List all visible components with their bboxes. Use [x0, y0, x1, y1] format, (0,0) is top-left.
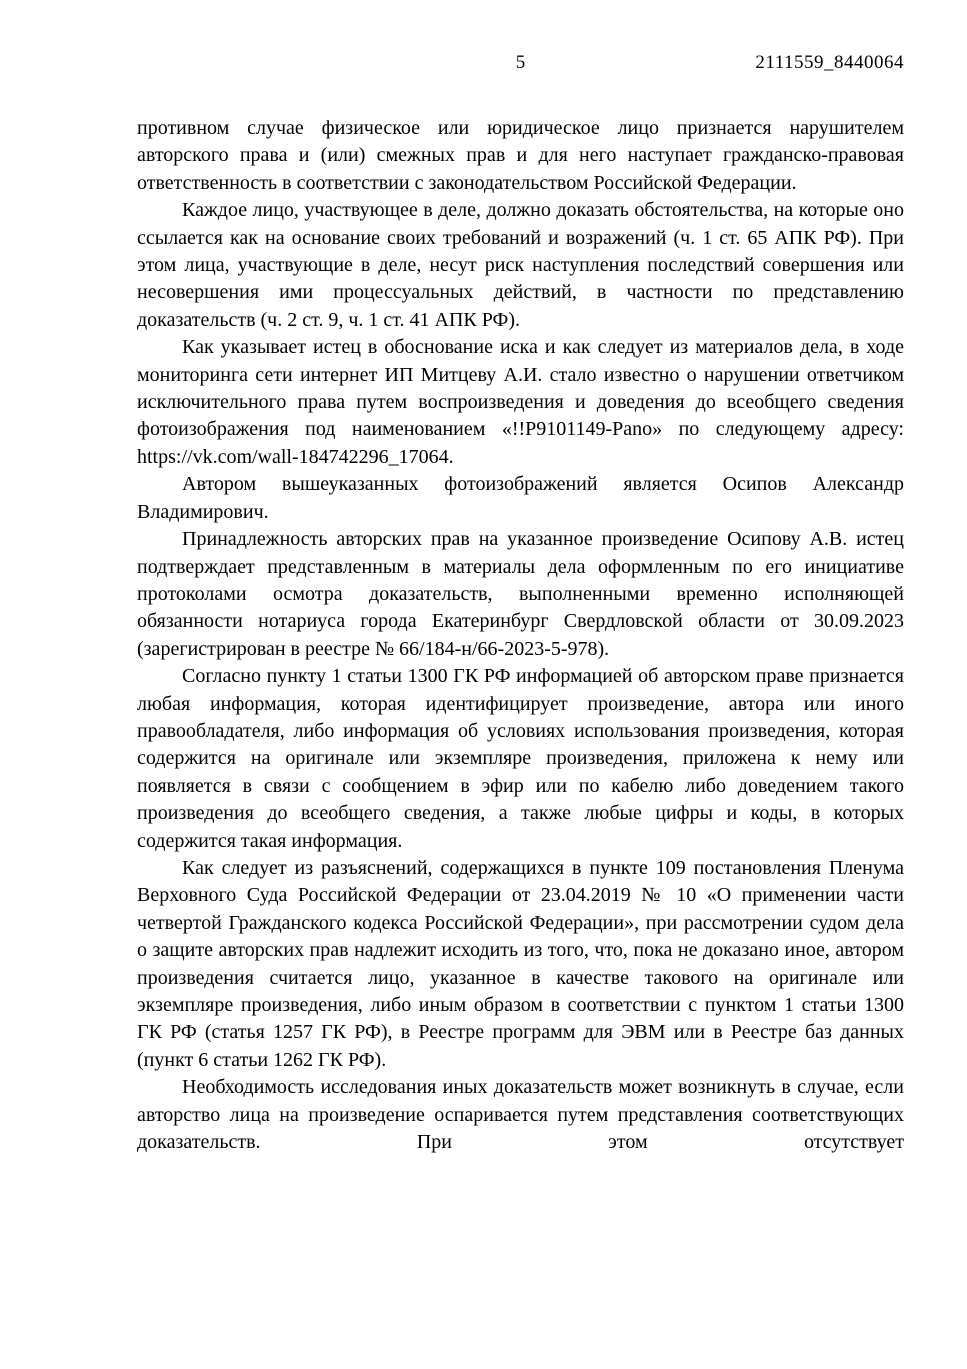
paragraph: Как указывает истец в обоснование иска и как следует из материалов дела, в ходе мониторинга сети интернет ИП Митцеву А.И. стало известно о нарушении ответчиком исключительного права путем воспроизведения и доведения до всеобщего сведения фотоизображения под наименованием «!!P9101149-Pano» по следующему адресу: https://vk.com/wall-184742296_17064. [137, 336, 904, 468]
paragraph: Согласно пункту 1 статьи 1300 ГК РФ информацией об авторском праве признается любая информация, которая идентифицирует произведение, автора или иного правообладателя, либо информация об условиях использования произведения, которая содержится на оригинале или экземпляре произведения, приложена к нему или появляется в связи с сообщением в эфир или по кабелю либо доведением такого произведения до всеобщего сведения, а также любые цифры и коды, в которых содержится такая информация. [137, 665, 904, 852]
paragraph: Принадлежность авторских прав на указанное произведение Осипову А.В. истец подтверждает представленным в материалы дела оформленным по его инициативе протоколами осмотра доказательств, выполненными временно исполняющей обязанности нотариуса города Екатеринбург Свердловской области от 30.09.2023 (зарегистрирован в реестре № 66/184-н/66-2023-5-978). [137, 528, 904, 660]
paragraph: Каждое лицо, участвующее в деле, должно доказать обстоятельства, на которые оно ссылается как на основание своих требований и возражений (ч. 1 ст. 65 АПК РФ). При этом лица, участвующие в деле, несут риск наступления последствий совершения или несовершения ими процессуальных действий, в частности по представлению доказательств (ч. 2 ст. 9, ч. 1 ст. 41 АПК РФ). [137, 199, 904, 331]
document-code: 2111559_8440064 [755, 52, 904, 73]
paragraph: Как следует из разъяснений, содержащихся в пункте 109 постановления Пленума Верховного Суда Российской Федерации от 23.04.2019 № 10 «О применении части четвертой Гражданского кодекса Российской Федерации», при рассмотрении судом дела о защите авторских прав надлежит исходить из того, что, пока не доказано иное, автором произведения считается лицо, указанное в качестве такового на оригинале или экземпляре произведения, либо иным образом в соответствии с пунктом 1 статьи 1300 ГК РФ (статья 1257 ГК РФ), в Реестре программ для ЭВМ или в Реестре баз данных (пункт 6 статьи 1262 ГК РФ). [137, 856, 904, 1071]
paragraph-continues-next-page: Необходимость исследования иных доказательств может возникнуть в случае, если авторство лица на произведение оспаривается путем представления соответствующих доказательств. При этом отсутствует [137, 1076, 904, 1154]
paragraph-continued-from-previous-page: противном случае физическое или юридическое лицо признается нарушителем авторского права и (или) смежных прав и для него наступает гражданско-правовая ответственность в соответствии с законодательством Российской Федерации. [137, 117, 904, 194]
page-number: 5 [515, 52, 526, 73]
document-body [137, 115, 904, 1156]
page-header [137, 52, 904, 78]
paragraph: Автором вышеуказанных фотоизображений является Осипов Александр Владимирович. [137, 473, 904, 523]
